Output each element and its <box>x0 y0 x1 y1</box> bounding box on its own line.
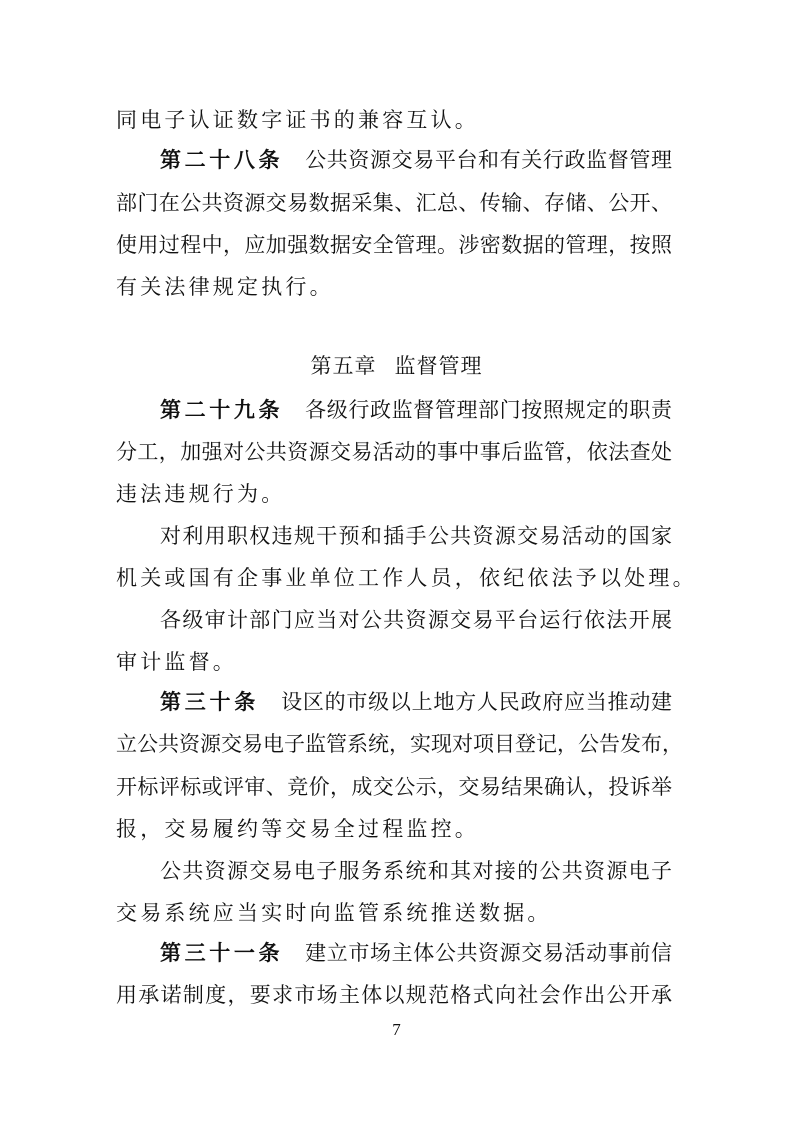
chapter-heading <box>0 352 793 380</box>
paragraph-text: 设区的市级以上地方人民政府应当推动建 <box>281 690 673 714</box>
paragraph-line: 立公共资源交易电子监管系统，实现对项目登记，公告发布， <box>116 732 683 756</box>
article-label: 第三十一条 <box>160 941 284 965</box>
paragraph-line: 使用过程中，应加强数据安全管理。涉密数据的管理，按照 <box>116 233 672 257</box>
article-29-line <box>160 396 672 424</box>
paragraph-line: 各级审计部门应当对公共资源交易平台运行依法开展 <box>160 608 672 632</box>
paragraph-line: 有关法律规定执行。 <box>116 275 334 299</box>
paragraph-line: 用承诺制度，要求市场主体以规范格式向社会作出公开承 <box>116 983 672 1007</box>
paragraph-line: 开标评标或评审、竞价，成交公示，交易结果确认，投诉举 <box>116 775 672 799</box>
paragraph-line: 公共资源交易电子服务系统和其对接的公共资源电子 <box>160 859 672 883</box>
paragraph-text: 建立市场主体公共资源交易活动事前信 <box>305 941 673 965</box>
chapter-title: 监督管理 <box>394 354 483 378</box>
article-31-line <box>160 939 672 967</box>
paragraph-line: 机关或国有企事业单位工作人员，依纪依法予以处理。 <box>116 566 697 590</box>
article-30-line <box>160 688 672 716</box>
paragraph-line: 同电子认证数字证书的兼容互认。 <box>116 108 479 132</box>
paragraph-line: 审计监督。 <box>116 650 237 674</box>
article-28-line <box>160 146 672 174</box>
article-label: 第三十条 <box>160 690 260 714</box>
paragraph-line: 对利用职权违规干预和插手公共资源交易活动的国家 <box>160 524 672 548</box>
paragraph-line: 违法违规行为。 <box>116 482 286 506</box>
paragraph-text: 公共资源交易平台和有关行政监督管理 <box>305 148 673 172</box>
page-number: 7 <box>392 1020 401 1039</box>
paragraph-line: 报，交易履约等交易全过程监控。 <box>116 817 479 841</box>
paragraph-line: 交易系统应当实时向监管系统推送数据。 <box>116 901 552 925</box>
paragraph-text: 各级行政监督管理部门按照规定的职责 <box>305 398 673 422</box>
paragraph-line: 部门在公共资源交易数据采集、汇总、传输、存储、公开、 <box>116 191 672 215</box>
chapter-number: 第五章 <box>310 354 377 378</box>
paragraph-line: 分工，加强对公共资源交易活动的事中事后监管，依法查处 <box>116 440 672 464</box>
article-label: 第二十九条 <box>160 398 284 422</box>
article-label: 第二十八条 <box>160 148 284 172</box>
